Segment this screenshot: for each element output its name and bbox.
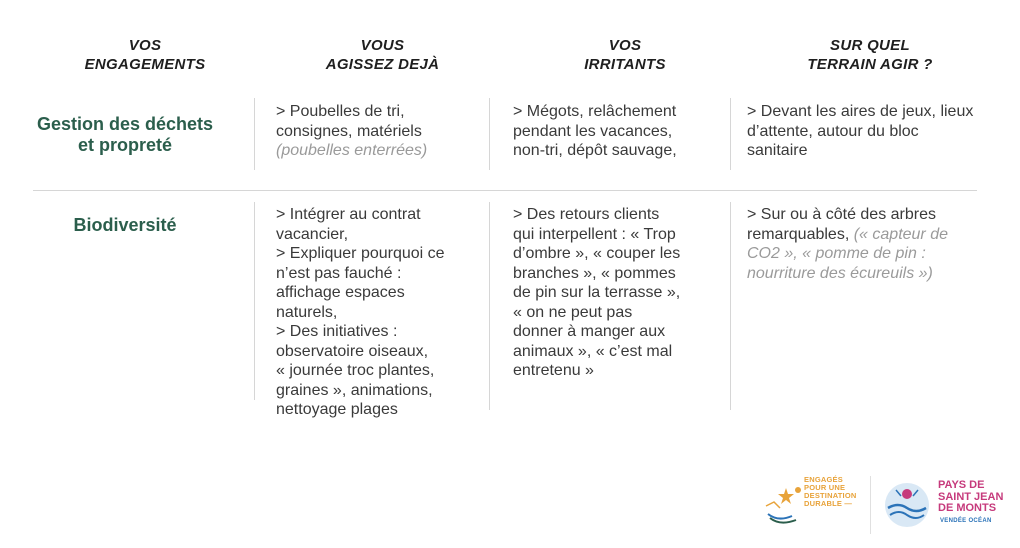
text-line-italic: nourriture des écureuils ») <box>747 264 933 282</box>
logos-area <box>760 470 1010 540</box>
cell-biodiversite-terrain <box>747 205 1012 283</box>
header-irritants: VOS IRRITANTS <box>584 37 666 73</box>
text-line: > Poubelles de tri, <box>276 103 405 120</box>
divider-vertical <box>730 202 731 410</box>
text-line: branches », « pommes <box>513 264 676 282</box>
pays-logo-text: PAYS DE SAINT JEAN DE MONTS <box>938 479 1004 514</box>
text-line: qui interpellent : « Trop <box>513 225 676 243</box>
text-line: animaux », « c’est mal <box>513 342 673 360</box>
text-line-italic: CO2 », « pomme de pin : <box>747 245 926 262</box>
text-line: « journée troc plantes, <box>276 362 435 379</box>
text-line: affichage espaces <box>276 284 405 301</box>
text-line: donner à manger aux <box>513 323 666 340</box>
cell-biodiversite-irritants <box>513 205 723 381</box>
text-line-italic: (poubelles enterrées) <box>276 142 428 159</box>
cell-biodiversite-agissez <box>276 205 481 420</box>
text-italic: (« capteur de <box>853 225 948 243</box>
text-line: nettoyage plages <box>276 401 398 418</box>
text-plain: remarquables, <box>747 225 854 243</box>
pays-saint-jean-de-monts-logo-icon <box>880 478 934 532</box>
text-line: > Des initiatives : <box>276 323 398 340</box>
text-line: entretenu » <box>513 362 594 379</box>
row-label-dechets: Gestion des déchets et propreté <box>36 114 214 155</box>
text-line: non-tri, dépôt sauvage, <box>513 142 677 159</box>
text-line: vacancier, <box>276 225 349 243</box>
header-engagements: VOS ENGAGEMENTS <box>84 37 206 73</box>
text-line: > Sur ou à côté des arbres <box>747 206 936 223</box>
text-line: consignes, matériels <box>276 122 422 140</box>
text-line: > Devant les aires de jeux, lieux <box>747 103 974 120</box>
text-line: pendant les vacances, <box>513 122 673 140</box>
divider-vertical <box>254 202 255 400</box>
text-line: naturels, <box>276 303 338 321</box>
engages-destination-logo-icon <box>762 480 806 530</box>
engages-logo-text: ENGAGÉS POUR UNE DESTINATION DURABLE — <box>804 475 857 508</box>
divider-horizontal <box>33 190 977 191</box>
cell-dechets-terrain <box>747 102 1007 161</box>
divider-vertical <box>489 98 490 170</box>
text-line: > Des retours clients <box>513 206 660 223</box>
text-line: de pin sur la terrasse », <box>513 284 681 301</box>
pays-logo-subtext: VENDÉE OCÉAN <box>940 518 992 524</box>
text-line: > Intégrer au contrat <box>276 206 421 223</box>
header-terrain-agir: SUR QUEL TERRAIN AGIR ? <box>807 37 933 73</box>
text-line: graines », animations, <box>276 381 433 399</box>
text-line: « on ne peut pas <box>513 303 633 321</box>
cell-dechets-irritants <box>513 102 723 161</box>
text-line <box>747 225 1012 245</box>
header-agissez-deja: VOUS AGISSEZ DEJÀ <box>325 37 440 73</box>
logo-divider <box>870 476 871 534</box>
row-label-biodiversite: Biodiversité <box>73 215 177 235</box>
text-line: d’attente, autour du bloc <box>747 122 919 140</box>
text-line: > Expliquer pourquoi ce <box>276 245 445 262</box>
divider-vertical <box>489 202 490 410</box>
divider-vertical <box>254 98 255 170</box>
text-line: d’ombre », « couper les <box>513 245 681 262</box>
divider-vertical <box>730 98 731 170</box>
text-line: sanitaire <box>747 142 808 159</box>
cell-dechets-agissez <box>276 102 481 161</box>
text-line: > Mégots, relâchement <box>513 103 677 120</box>
text-line: n’est pas fauché : <box>276 264 402 282</box>
text-line: observatoire oiseaux, <box>276 342 429 360</box>
